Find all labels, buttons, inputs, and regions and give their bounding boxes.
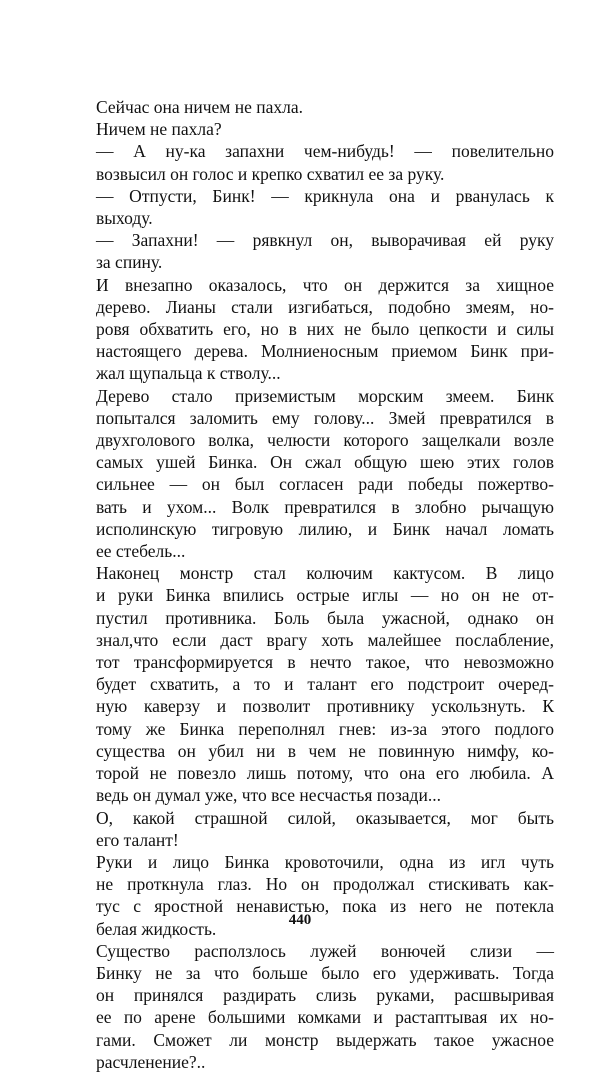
paragraph — [96, 140, 554, 184]
text-line: Сейчас она ничем не пахла. — [96, 97, 304, 117]
text-line: Ничем не пахла? — [96, 119, 222, 140]
text-line: настоящего дерева. Молниеносным приемом Бинк при- — [96, 341, 554, 362]
text-line: ее по арене большими комками и растаптывая их но- — [96, 1007, 554, 1028]
text-line: ную каверзу и позволит противнику ускользнуть. К — [96, 696, 554, 717]
paragraph — [96, 562, 554, 806]
text-line: торой не повезло лишь потому, что она его любила. А — [96, 763, 554, 784]
text-line: будет схватить, а то и талант его подстроит очеред- — [96, 674, 554, 695]
paragraph — [96, 940, 554, 1073]
text-line: ровя обхватить его, но в них не было цепкости и силы — [96, 319, 554, 340]
text-line: гами. Сможет ли монстр выдержать такое ужасное — [96, 1029, 554, 1050]
text-line: попытался заломить ему голову... Змей превратился в — [96, 407, 554, 428]
paragraph — [96, 385, 554, 563]
text-line: знал,что если даст врагу хоть малейшее послабление, — [96, 629, 554, 650]
text-line: тот трансформируется в нечто такое, что невозможно — [96, 652, 554, 673]
text-line: О, какой страшной силой, оказывается, мог быть — [96, 807, 554, 828]
text-line: не проткнула глаз. Но он продолжал стискивать как- — [96, 874, 554, 895]
text-line: Существо расползлось лужей вонючей слизи — — [96, 940, 554, 961]
text-line: ведь он думал уже, что все несчастья позади... — [96, 785, 441, 806]
text-line: он принялся раздирать слизь руками, расшвыривая — [96, 985, 554, 1006]
text-line: ее стебель... — [96, 541, 186, 562]
paragraph — [96, 807, 554, 851]
text-line: Руки и лицо Бинка кровоточили, одна из игл чуть — [96, 851, 554, 872]
text-line: выходу. — [96, 208, 153, 229]
text-line: двухголового волка, челюсти которого защелкали возле — [96, 430, 554, 451]
page-number: 440 — [288, 912, 312, 928]
text-line: тому же Бинка переполнял гнев: из-за этого подлого — [96, 718, 554, 739]
text-line: дерево. Лианы стали изгибаться, подобно змеям, но- — [96, 296, 554, 317]
text-line: возвысил он голос и крепко схватил ее за руку. — [96, 163, 445, 184]
paragraph — [96, 118, 554, 140]
text-line: — А ну-ка запахни чем-нибудь! — повелительно — [96, 141, 554, 162]
text-line: и руки Бинка впились острые иглы — но он не от- — [96, 585, 554, 606]
text-line: пустил противника. Боль была ужасной, однако он — [96, 607, 554, 628]
text-line: белая жидкость. — [96, 918, 217, 939]
text-line: — Запахни! — рявкнул он, выворачивая ей руку — [96, 230, 554, 251]
text-line: сильнее — он был согласен ради победы пожертво- — [96, 474, 554, 495]
text-line: — Отпусти, Бинк! — крикнула она и рванулась к — [96, 185, 554, 206]
text-line: вать и ухом... Волк превратился в злобно рычащую — [96, 496, 554, 517]
text-line: его талант! — [96, 829, 179, 850]
text-line: за спину. — [96, 252, 163, 273]
text-line: жал щупальца к стволу... — [96, 363, 281, 384]
paragraph — [96, 96, 554, 118]
text-line: самых ушей Бинка. Он сжал общую шею этих голов — [96, 452, 554, 473]
text-line: существа он убил ни в чем не повинную нимфу, ко- — [96, 740, 554, 761]
text-line: тус с яростной ненавистью, пока из него не потекла — [96, 896, 554, 917]
paragraph — [96, 185, 554, 229]
paragraph — [96, 274, 554, 385]
paragraph — [96, 229, 554, 273]
text-line: расчленение?.. — [96, 1051, 206, 1072]
text-line: И внезапно оказалось, что он держится за хищное — [96, 274, 554, 295]
text-line: Наконец монстр стал колючим кактусом. В лицо — [96, 563, 554, 584]
text-line: Бинку не за что больше было его удерживать. Тогда — [96, 962, 554, 983]
text-line: Дерево стало приземистым морским змеем. Бинк — [96, 385, 554, 406]
text-line: исполинскую тигровую лилию, и Бинк начал ломать — [96, 518, 554, 539]
